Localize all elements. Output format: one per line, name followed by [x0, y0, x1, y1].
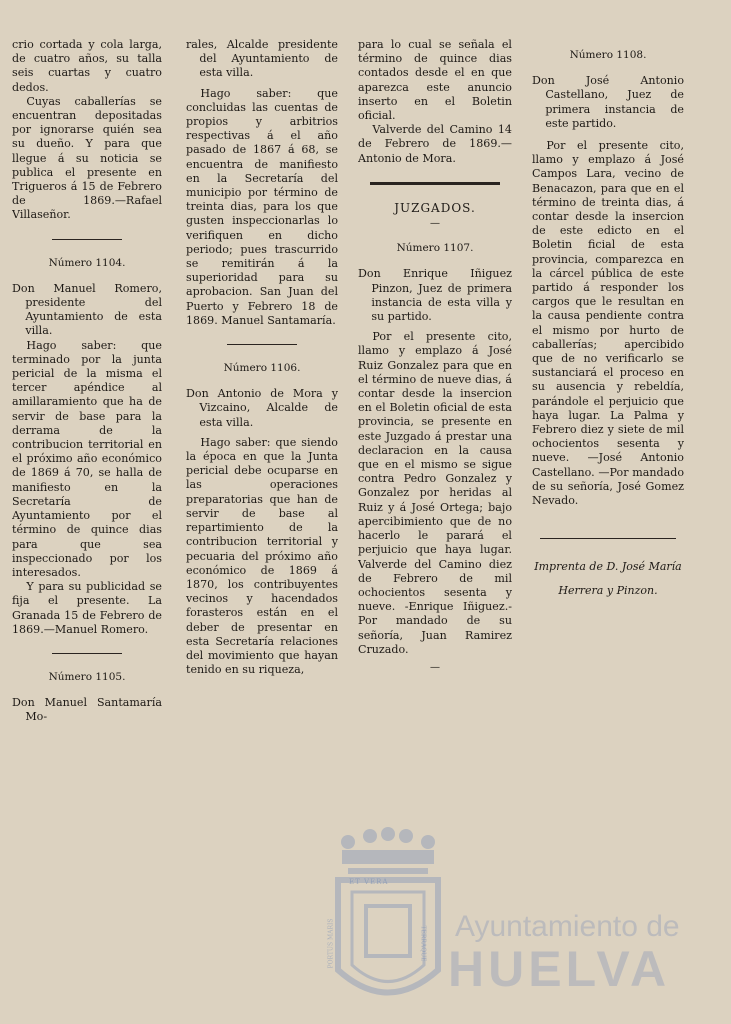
watermark-crest-motto: ET VERA	[349, 878, 389, 886]
notice-number-1106: Número 1106.	[223, 362, 301, 375]
separator	[52, 239, 122, 240]
column-4	[532, 38, 684, 603]
notice-heading: Don Antonio de Mora y Vizcaino, Alcalde de esta villa.	[186, 387, 338, 429]
notice-number-1107: Número 1107.	[396, 242, 474, 255]
notice-heading: Don Enrique Iñiguez Pinzon, Juez de primera instancia de esta villa y su partido.	[358, 267, 512, 324]
notice-heading: Don José Antonio Castellano, Juez de primera instancia de este partido.	[532, 74, 684, 130]
watermark-crest-left-text: PORTUS MARIS	[327, 918, 335, 969]
imprint-line-1: Imprenta de D. José María	[534, 560, 682, 574]
notice-heading: Don Manuel Santamaría Mo-	[12, 696, 162, 724]
paragraph: crio cortada y cola larga, de cuatro años, su talla seis cuartas y cuatro dedos.	[12, 38, 162, 94]
paragraph: Por el presente cito, llamo y emplazo á José Ruiz Gonzalez para que en el término de nueve dias, á contar desde la insercion en el Boletin oficial de esta provincia, se presente en este Juzgado á prestar una declaracion en la causa que en el mismo se sigue contra Pedro Gonzalez y Gonzalez por heridas al Ruiz y á José Ortega; bajo apercibimiento que de no hacerlo le parará el perjuicio que haya lugar. Valverde del Camino diez de Febrero de mil ochocientos sesenta y nueve. -Enrique Iñiguez.-Por mandado de su señoría, Juan Ramirez Cruzado.	[358, 330, 512, 656]
column-1	[12, 38, 162, 725]
notice-number-1105: Número 1105.	[48, 670, 126, 683]
notice-number-1108: Número 1108.	[569, 49, 647, 61]
notice-number-1104: Número 1104.	[48, 256, 126, 269]
paragraph: Y para su publicidad se fija el presente. La Granada 15 de Febrero de 1869.—Manuel Romero.	[12, 580, 162, 636]
watermark-text-ayuntamiento: Ayuntamiento de	[455, 910, 680, 943]
paragraph: Por el presente cito, llamo y emplazo á José Campos Lara, vecino de Benacazon, para que en el término de treinta dias, á contar desde la insercion de este edicto en el Boletin ficial de esta provincia, comparezca en la cárcel pública de este partido á responder los cargos que le resultan en la causa pendiente contra el mismo por hurto de caballerías; apercibido que de no verificarlo se sustanciará el proceso en su ausencia y rebeldía, parándole el perjuicio que haya lugar. La Palma y Febrero diez y siete de mil ochocientos sesenta y nueve. —José Antonio Castellano. —Por mandado de su señoría, José Gomez Nevado.	[532, 139, 684, 508]
paragraph: Cuyas caballerías se encuentran depositadas por ignorarse quién sea su dueño. Y para que llegue á su noticia se publica el presente en Trigueros á 15 de Febrero de 1869.—Rafael Villaseñor.	[12, 94, 162, 222]
separator	[540, 538, 676, 539]
watermark-text-huelva: HUELVA	[448, 941, 671, 997]
separator	[227, 344, 297, 345]
column-3	[358, 38, 512, 681]
heavy-separator	[370, 182, 500, 185]
dash: —	[430, 661, 440, 673]
imprint-line-2: Herrera y Pinzon.	[558, 584, 658, 598]
column-2	[186, 38, 338, 677]
section-title: JUZGADOS.	[394, 200, 476, 215]
separator	[52, 653, 122, 654]
paragraph: Valverde del Camino 14 de Febrero de 1869.—Antonio de Mora.	[358, 123, 512, 165]
notice-heading: Don Manuel Romero, presidente del Ayuntamiento de esta villa.	[12, 281, 162, 338]
notice-heading: rales, Alcalde presidente del Ayuntamiento de esta villa.	[186, 38, 338, 80]
paragraph: para lo cual se señala el término de quince dias contados desde el en que aparezca este anuncio inserto en el Boletin oficial.	[358, 38, 512, 123]
watermark-crest-right-text: TERRAQUE	[419, 925, 427, 962]
paragraph: Hago saber: que siendo la época en que la Junta pericial debe ocuparse en las operaciones preparatorias que han de servir de base al repartimiento de la contribucion territorial y pecuaria del próximo año económico de 1869 á 1870, los contribuyentes vecinos y hacendados forasteros están en el deber de presentar en esta Secretaría relaciones del movimiento que hayan tenido en su riqueza,	[186, 435, 338, 677]
paragraph: Hago saber: que terminado por la junta pericial de la misma el tercer apéndice al amillaramiento que ha de servir de base para la derrama de la contribucion territorial en el próximo año económico de 1869 á 70, se halla de manifiesto en la Secretaría de Ayuntamiento por el término de quince dias para que sea inspeccionado por los interesados.	[12, 338, 162, 579]
dash: —	[430, 218, 440, 230]
paragraph: Hago saber: que concluidas las cuentas de propios y arbitrios respectivas á el año pasado de 1867 á 68, se encuentra de manifiesto en la Secretaría del municipio por término de treinta dias, para los que gusten inspeccionarlas lo verifiquen en dicho periodo; pues trascurrido se remitirán á la superioridad para su aprobacion. San Juan del Puerto y Febrero 18 de 1869. Manuel Santamaría.	[186, 86, 338, 327]
